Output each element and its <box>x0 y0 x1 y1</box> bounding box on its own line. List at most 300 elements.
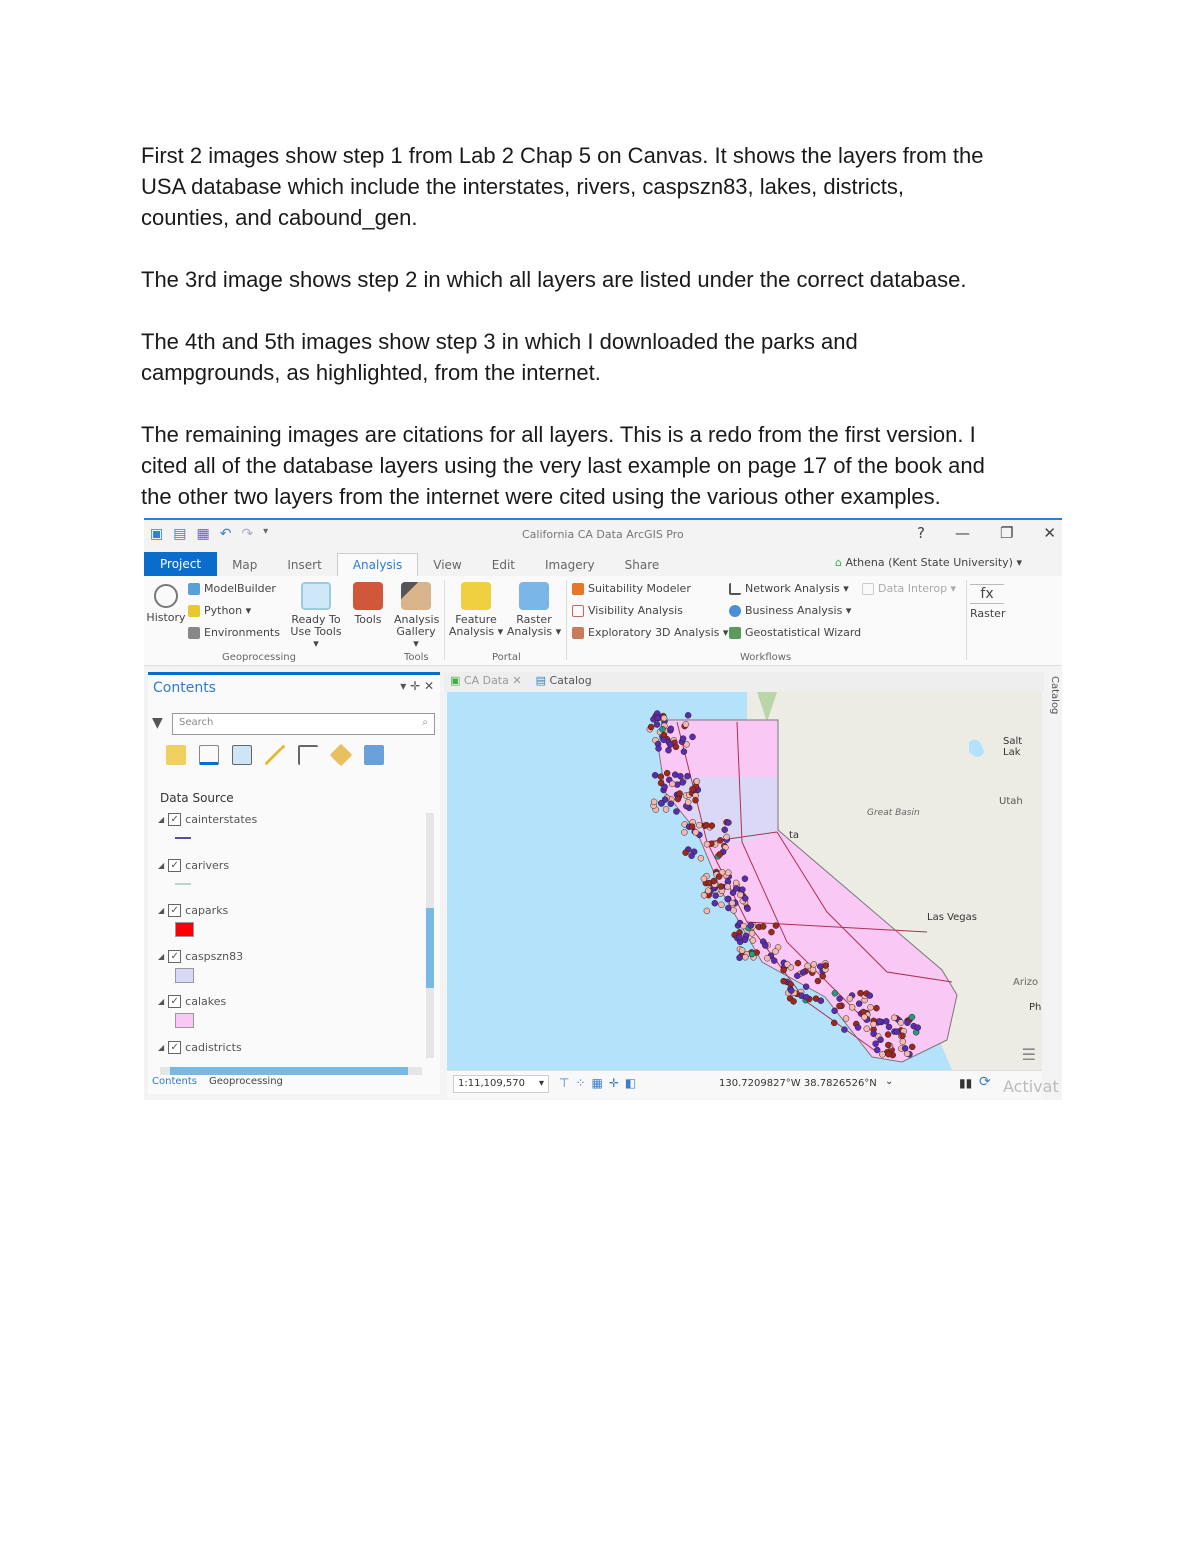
point-feature <box>733 880 739 886</box>
label: Suitability Modeler <box>588 582 691 595</box>
point-feature <box>861 1014 867 1020</box>
label: Raster <box>516 613 552 626</box>
layer-item[interactable] <box>158 1041 242 1054</box>
expand-icon[interactable]: ◢ <box>158 906 165 915</box>
point-feature <box>718 902 724 908</box>
ready-to-use-tools-button[interactable] <box>286 582 346 650</box>
pane-tabs <box>152 1076 283 1087</box>
label: Ready To <box>291 613 341 626</box>
point-feature <box>879 1051 885 1057</box>
tab-edit[interactable]: Edit <box>491 558 515 572</box>
layer-item[interactable] <box>158 950 243 963</box>
history-icon <box>154 584 178 608</box>
open-icon[interactable]: ▤ <box>173 526 187 542</box>
point-feature <box>693 829 699 835</box>
point-feature <box>868 1004 874 1010</box>
python-button[interactable] <box>188 604 251 617</box>
layer-symbol <box>175 883 191 885</box>
point-feature <box>654 722 660 728</box>
point-feature <box>704 908 710 914</box>
map-label: Las Vegas <box>927 912 977 923</box>
scale-value: 1:11,109,570 <box>458 1078 525 1089</box>
label: Environments <box>204 626 280 639</box>
layer-symbol <box>175 837 191 839</box>
python-icon <box>188 605 200 617</box>
point-feature <box>736 934 742 940</box>
save-icon[interactable]: ▦ <box>196 526 210 542</box>
point-feature <box>909 1014 915 1020</box>
point-feature <box>742 954 748 960</box>
point-feature <box>689 824 695 830</box>
point-feature <box>742 895 748 901</box>
visibility-icon <box>572 605 584 617</box>
point-feature <box>741 923 747 929</box>
layer-visibility-checkbox[interactable]: ✓ <box>168 950 181 963</box>
point-feature <box>724 834 730 840</box>
location-pin-icon <box>729 605 741 617</box>
data-source-icon[interactable] <box>199 745 219 765</box>
point-feature <box>788 988 794 994</box>
filter-icon[interactable]: ▼ <box>152 715 163 731</box>
geostatistical-wizard-button[interactable] <box>729 626 861 639</box>
divider <box>966 580 967 660</box>
point-feature <box>781 978 787 984</box>
point-feature <box>898 1020 904 1026</box>
point-feature <box>725 870 731 876</box>
point-feature <box>805 963 811 969</box>
point-feature <box>655 715 661 721</box>
map-icon: ▣ <box>450 674 464 687</box>
raster-analysis-button[interactable] <box>506 582 562 638</box>
point-feature <box>737 955 743 961</box>
point-feature <box>742 876 748 882</box>
status-tools[interactable]: ⊤⁘▦✛◧ <box>559 1076 643 1090</box>
point-feature <box>717 851 723 857</box>
scale-selector[interactable]: 1:11,109,570 ▾ <box>453 1075 549 1093</box>
tools-button[interactable] <box>348 582 388 626</box>
point-feature <box>891 1015 897 1021</box>
tab-view[interactable]: View <box>433 558 462 572</box>
fx-icon: fx <box>970 584 1004 604</box>
point-feature <box>803 984 809 990</box>
point-feature <box>692 797 698 803</box>
customize-icon[interactable]: ▾ <box>263 526 269 537</box>
point-feature <box>698 855 704 861</box>
maximize-button[interactable]: ❐ <box>999 524 1014 542</box>
expand-icon[interactable]: ◢ <box>158 815 165 824</box>
map-label: Arizo <box>1013 977 1039 988</box>
label: Feature <box>455 613 497 626</box>
label: CA Data <box>463 674 509 687</box>
text-line: First 2 images show step 1 from Lab 2 Chap 5 on Canvas. It shows the layers from the <box>141 143 984 168</box>
tab-analysis[interactable]: Analysis <box>337 553 418 576</box>
label: Exploratory 3D Analysis ▾ <box>588 626 729 639</box>
point-feature <box>665 747 671 753</box>
layer-symbol <box>175 968 194 983</box>
point-feature <box>773 923 779 929</box>
point-feature <box>725 884 731 890</box>
feature-analysis-icon <box>461 582 491 610</box>
text-line: USA database which include the interstates, rivers, caspszn83, lakes, districts, <box>141 174 905 199</box>
tab-map[interactable]: Map <box>232 558 258 572</box>
data-interop-icon <box>862 583 874 595</box>
layer-name: calakes <box>185 995 227 1008</box>
help-button[interactable]: ? <box>917 524 925 542</box>
drawing-order-icon[interactable] <box>166 745 186 765</box>
point-feature <box>733 885 739 891</box>
point-feature <box>651 799 657 805</box>
point-feature <box>731 907 737 913</box>
network-analysis-button[interactable] <box>729 582 849 595</box>
exploratory-3d-icon <box>572 627 584 639</box>
point-feature <box>876 1018 882 1024</box>
point-feature <box>668 726 674 732</box>
point-feature <box>717 837 723 843</box>
new-project-icon[interactable]: ▣ <box>150 526 164 542</box>
history-button[interactable] <box>146 584 186 624</box>
scroll-thumb[interactable] <box>426 908 434 988</box>
point-feature <box>899 1033 905 1039</box>
point-feature <box>841 1027 847 1033</box>
point-feature <box>701 892 707 898</box>
point-feature <box>703 822 709 828</box>
point-feature <box>773 948 779 954</box>
paragraph-3 <box>141 326 858 388</box>
feature-analysis-button[interactable] <box>448 582 504 638</box>
point-feature <box>739 947 745 953</box>
horizontal-scrollbar[interactable] <box>160 1067 422 1075</box>
point-feature <box>902 1045 908 1051</box>
point-feature <box>659 726 665 732</box>
point-feature <box>874 1047 880 1053</box>
window-title: California CA Data ArcGIS Pro <box>522 528 684 541</box>
search-placeholder: Search <box>179 717 214 728</box>
minimize-button[interactable]: — <box>954 524 970 542</box>
layer-name: carivers <box>185 858 230 872</box>
user-account[interactable] <box>835 556 1022 569</box>
text-line: The remaining images are citations for all layers. This is a redo from the first version. I <box>141 422 976 447</box>
lock-icon: ⌂ <box>835 556 846 569</box>
map-label: ta <box>789 830 800 841</box>
point-feature <box>784 961 790 967</box>
point-feature <box>885 1032 891 1038</box>
map-view[interactable] <box>447 692 1042 1070</box>
label: Catalog <box>549 674 592 687</box>
contents-view-toolbar <box>166 745 384 765</box>
point-feature <box>831 1020 837 1026</box>
point-feature <box>878 1037 884 1043</box>
labeling-icon[interactable] <box>330 744 353 767</box>
user-name: Athena (Kent State University) ▾ <box>845 556 1022 569</box>
tab-insert[interactable]: Insert <box>287 558 322 572</box>
network-icon <box>729 583 741 595</box>
catalog-side-tab[interactable]: Catalog <box>1049 676 1060 715</box>
point-feature <box>858 990 864 996</box>
point-feature <box>894 1029 900 1035</box>
point-feature <box>664 770 670 776</box>
undo-icon[interactable]: ↶ <box>219 526 232 542</box>
point-feature <box>855 1025 861 1031</box>
point-feature <box>684 773 690 779</box>
tab-catalog[interactable] <box>536 674 592 690</box>
divider <box>444 580 445 660</box>
layer-item[interactable] <box>158 859 229 872</box>
editing-icon[interactable] <box>265 745 285 765</box>
map-label: Utah <box>999 796 1023 807</box>
point-feature <box>663 806 669 812</box>
point-feature <box>648 724 654 730</box>
point-feature <box>668 801 674 807</box>
group-label-tools: Tools <box>404 652 429 663</box>
point-feature <box>823 963 829 969</box>
pause-drawing-button[interactable]: ▮▮ <box>959 1076 973 1090</box>
point-feature <box>696 822 702 828</box>
layer-symbol <box>175 922 194 937</box>
point-feature <box>718 884 724 890</box>
point-feature <box>683 850 689 856</box>
map-label: Ph <box>1029 1002 1042 1013</box>
coordinate-format-dropdown[interactable]: ⌄ <box>885 1076 894 1087</box>
suitability-icon <box>572 583 584 595</box>
basemap-attribution-icon[interactable]: ☰ <box>1021 1045 1036 1064</box>
quick-access-toolbar <box>150 526 268 542</box>
point-feature <box>837 996 843 1002</box>
text-line: the other two layers from the internet were cited using the various other examples. <box>141 484 941 509</box>
tab-geoprocessing[interactable]: Geoprocessing <box>208 1076 283 1087</box>
label: Gallery ▾ <box>396 625 436 650</box>
window-controls <box>917 524 1056 542</box>
layer-visibility-checkbox[interactable]: ✓ <box>168 859 181 872</box>
point-feature <box>675 796 681 802</box>
paragraph-2 <box>141 264 966 295</box>
point-feature <box>658 774 664 780</box>
point-feature <box>885 1051 891 1057</box>
point-feature <box>904 1020 910 1026</box>
business-analysis-button[interactable] <box>729 604 851 617</box>
text-line: campgrounds, as highlighted, from the internet. <box>141 360 601 385</box>
text-line: The 3rd image shows step 2 in which all layers are listed under the correct database. <box>141 267 967 292</box>
point-feature <box>681 749 687 755</box>
point-feature <box>656 745 662 751</box>
label: Use Tools ▾ <box>290 625 342 650</box>
paragraph-1 <box>141 140 984 233</box>
layer-visibility-checkbox[interactable]: ✓ <box>168 995 181 1008</box>
point-feature <box>658 800 664 806</box>
layer-visibility-checkbox[interactable]: ✓ <box>168 1041 181 1054</box>
layer-item[interactable] <box>158 904 228 917</box>
point-feature <box>704 841 710 847</box>
pane-controls[interactable]: ▾ ✛ ✕ <box>400 679 434 693</box>
group-label-geoprocessing: Geoprocessing <box>222 652 296 663</box>
paragraph-4 <box>141 419 985 512</box>
point-feature <box>800 969 806 975</box>
scroll-thumb[interactable] <box>170 1067 408 1075</box>
geostat-icon <box>729 627 741 639</box>
point-feature <box>760 923 766 929</box>
perspective-icon[interactable] <box>364 745 384 765</box>
label: ModelBuilder <box>204 582 276 595</box>
layer-visibility-checkbox[interactable]: ✓ <box>168 904 181 917</box>
tab-ca-data[interactable]: ▣ CA Data ✕ <box>450 674 522 687</box>
label: Analysis ▾ <box>448 625 504 638</box>
point-feature <box>705 888 711 894</box>
point-feature <box>677 790 683 796</box>
label: Raster <box>970 607 1006 620</box>
label: Tools <box>354 613 382 626</box>
point-feature <box>683 721 689 727</box>
catalog-icon: ▤ <box>535 674 550 687</box>
layer-symbol <box>175 1013 194 1028</box>
point-feature <box>843 1016 849 1022</box>
point-feature <box>836 1003 842 1009</box>
point-feature <box>820 973 826 979</box>
hammer-icon <box>401 582 431 610</box>
raster-functions-button[interactable] <box>970 584 1004 620</box>
tab-contents[interactable]: Contents <box>152 1076 197 1087</box>
analysis-gallery-button[interactable] <box>394 582 438 650</box>
point-feature <box>680 736 686 742</box>
point-feature <box>886 1024 892 1030</box>
point-feature <box>768 929 774 935</box>
point-feature <box>873 1005 879 1011</box>
visibility-analysis-button[interactable] <box>572 604 683 617</box>
point-feature <box>856 1001 862 1007</box>
point-feature <box>900 1039 906 1045</box>
point-feature <box>749 951 755 957</box>
point-feature <box>750 937 756 943</box>
raster-analysis-icon <box>519 582 549 610</box>
environments-button[interactable] <box>188 626 280 639</box>
label: History <box>146 611 186 624</box>
point-feature <box>832 990 838 996</box>
point-feature <box>694 778 700 784</box>
point-feature <box>673 744 679 750</box>
label: Geostatistical Wizard <box>745 626 862 639</box>
point-feature <box>713 893 719 899</box>
point-feature <box>652 772 658 778</box>
expand-icon[interactable]: ◢ <box>158 997 165 1006</box>
point-feature <box>867 993 873 999</box>
point-feature <box>689 853 695 859</box>
expand-icon[interactable]: ◢ <box>158 860 165 870</box>
environments-icon <box>188 627 200 639</box>
ribbon <box>144 576 1062 666</box>
search-icon: ⌕ <box>422 717 428 728</box>
label: Python ▾ <box>204 604 252 617</box>
point-feature <box>885 1042 891 1048</box>
point-feature <box>764 955 770 961</box>
point-feature <box>883 1018 889 1024</box>
point-feature <box>667 742 673 748</box>
point-feature <box>745 906 751 912</box>
layer-name: cadistricts <box>185 1040 242 1054</box>
close-button[interactable]: ✕ <box>1043 524 1056 542</box>
point-feature <box>706 880 712 886</box>
tab-share[interactable]: Share <box>624 558 660 572</box>
label: Analysis <box>394 613 440 626</box>
modelbuilder-button[interactable] <box>188 582 276 595</box>
point-feature <box>871 1021 877 1027</box>
map-label: Great Basin <box>867 808 920 818</box>
point-feature <box>690 734 696 740</box>
point-feature <box>673 809 679 815</box>
snapping-icon[interactable] <box>298 745 318 765</box>
point-feature <box>795 960 801 966</box>
expand-icon[interactable]: ◢ <box>158 951 165 961</box>
point-feature <box>781 967 787 973</box>
status-bar <box>447 1070 1059 1098</box>
point-feature <box>794 973 800 979</box>
point-feature <box>803 994 809 1000</box>
layer-name: cainterstates <box>185 813 258 826</box>
label: Visibility Analysis <box>588 604 683 617</box>
map-canvas <box>447 692 1042 1070</box>
data-interop-button[interactable] <box>862 582 956 595</box>
map-label: Salt Lak <box>1003 736 1023 758</box>
point-feature <box>701 876 707 882</box>
point-feature <box>810 967 816 973</box>
tab-project[interactable]: Project <box>144 552 217 576</box>
selection-icon[interactable] <box>232 745 252 765</box>
coordinate-readout: 130.7209827°W 38.7826526°N <box>719 1078 877 1089</box>
label: Analysis ▾ <box>506 625 562 638</box>
pane-title: Contents <box>153 680 216 696</box>
layer-item[interactable] <box>158 995 226 1008</box>
expand-icon[interactable]: ◢ <box>158 1042 165 1052</box>
point-feature <box>712 900 718 906</box>
point-feature <box>909 1044 915 1050</box>
redo-icon[interactable]: ↷ <box>241 526 254 542</box>
layer-visibility-checkbox[interactable]: ✓ <box>168 813 181 826</box>
text-line: counties, and cabound_gen. <box>141 205 418 230</box>
point-feature <box>680 779 686 785</box>
point-feature <box>669 781 675 787</box>
point-feature <box>685 712 691 718</box>
suitability-modeler-button[interactable] <box>572 582 691 595</box>
point-feature <box>722 827 728 833</box>
point-feature <box>662 784 668 790</box>
point-feature <box>815 978 821 984</box>
point-feature <box>661 737 667 743</box>
vertical-scrollbar[interactable] <box>426 813 434 1058</box>
search-input[interactable] <box>172 713 435 735</box>
cloud-toolbox-icon <box>301 582 331 610</box>
layer-item[interactable] <box>158 813 257 826</box>
section-heading: Data Source <box>160 791 234 805</box>
group-label-portal: Portal <box>492 652 521 663</box>
point-feature <box>681 829 687 835</box>
label: Network Analysis ▾ <box>745 582 849 595</box>
point-feature <box>677 773 683 779</box>
point-feature <box>818 998 824 1004</box>
exploratory-3d-button[interactable] <box>572 626 728 639</box>
point-feature <box>725 820 731 826</box>
point-feature <box>771 958 777 964</box>
point-feature <box>871 1031 877 1037</box>
point-feature <box>849 1004 855 1010</box>
label: Business Analysis ▾ <box>745 604 852 617</box>
label: Data Interop ▾ <box>878 582 957 595</box>
point-feature <box>749 930 755 936</box>
layer-name: caparks <box>185 904 229 917</box>
toolbox-icon <box>353 582 383 610</box>
refresh-icon[interactable]: ⟳ <box>979 1074 991 1090</box>
text-line: The 4th and 5th images show step 3 in which I downloaded the parks and <box>141 329 858 354</box>
contents-pane <box>148 672 440 1094</box>
tab-imagery[interactable]: Imagery <box>545 558 595 572</box>
point-feature <box>847 995 853 1001</box>
point-feature <box>661 715 667 721</box>
